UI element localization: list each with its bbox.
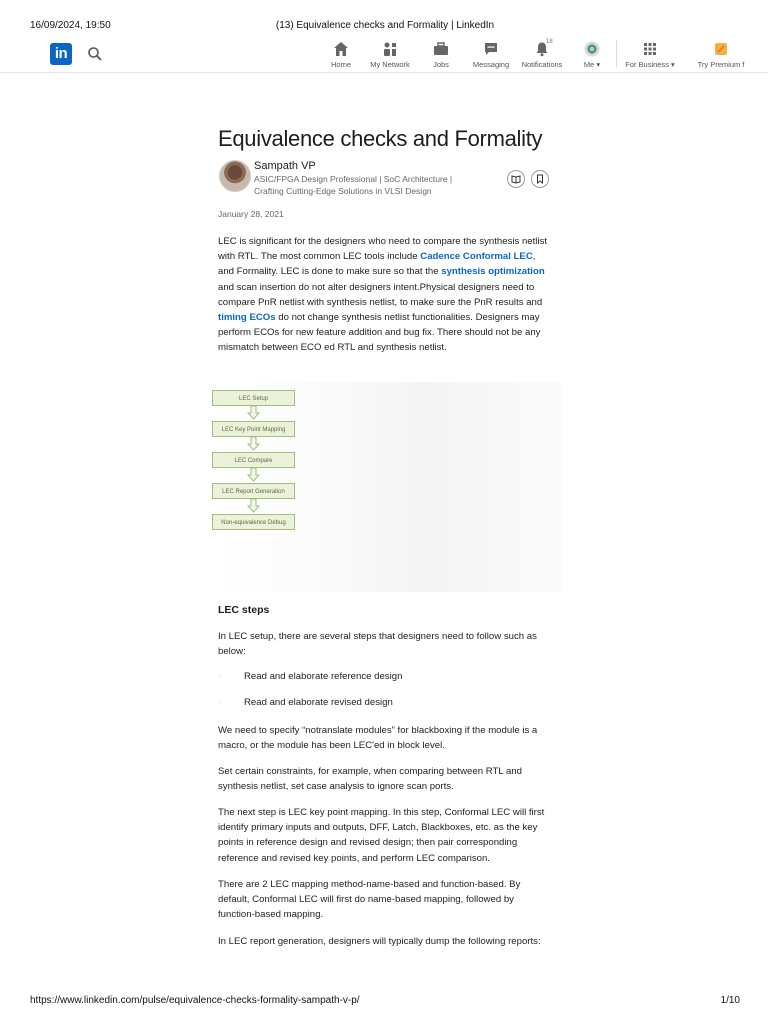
nav-me-label: Me ▾ — [583, 60, 601, 69]
list-item: · Read and elaborate revised design — [218, 697, 393, 708]
read-mode-button[interactable] — [507, 170, 525, 188]
nav-notifications[interactable] — [514, 41, 570, 69]
messaging-icon — [483, 41, 499, 57]
book-icon — [511, 174, 521, 184]
flow-step-report: LEC Report Generation — [212, 483, 295, 499]
intro-text-1: LEC is significant for the designers who need to compare the synthesis netlist with RTL. The most common LEC tools include — [218, 236, 548, 263]
avatar-icon — [584, 41, 600, 57]
intro-paragraph — [218, 234, 551, 356]
article-title: Equivalence checks and Formality — [218, 126, 543, 151]
down-arrow-icon — [247, 468, 260, 482]
nav-messaging-label: Messaging — [472, 60, 510, 69]
nav-messaging[interactable] — [463, 41, 519, 69]
nav-jobs-label: Jobs — [433, 60, 449, 69]
setup-paragraph: In LEC setup, there are several steps that designers need to follow such as below: — [218, 631, 537, 658]
key-point-mapping-paragraph: The next step is LEC key point mapping. In this step, Conformal LEC will first identify primary inputs and outputs, DFF, Latch, Blackboxes, etc. as the key points in reference design and revised design; then pair corresponding reference and revised key points, and perform LEC comparison. — [218, 807, 545, 864]
intro-text-3: and scan insertion do not alter designers intent.Physical designers need to compare PnR netlist with synthesis netlist, to make sure the PnR results and — [218, 281, 543, 308]
synthesis-optimization-link[interactable]: synthesis optimization — [441, 266, 545, 278]
flow-step-compare: LEC Compare — [212, 452, 295, 468]
nav-my-network-label: My Network — [370, 60, 410, 69]
nav-notifications-label: Notifications — [521, 60, 563, 69]
nav-for-business-label: For Business ▾ — [625, 60, 675, 69]
network-icon — [382, 41, 398, 57]
notranslate-paragraph: We need to specify “notranslate modules” for blackboxing if the module is a macro, or the module has been LEC'ed in block level. — [218, 725, 538, 752]
nav-divider — [616, 40, 617, 68]
down-arrow-icon — [247, 406, 260, 420]
linkedin-logo[interactable]: in — [50, 43, 72, 65]
report-generation-paragraph: In LEC report generation, designers will typically dump the following reports: — [218, 936, 541, 947]
author-name[interactable]: Sampath VP — [254, 160, 316, 172]
intro-text-2: , and Formality. LEC is done to make sure so that the — [218, 251, 536, 278]
nav-jobs[interactable] — [413, 41, 469, 69]
timing-ecos-link[interactable]: timing ECOs — [218, 312, 276, 324]
flow-step-debug: Non-equivalence Debug — [212, 514, 295, 530]
home-icon — [333, 41, 349, 57]
search-icon[interactable] — [87, 46, 103, 62]
nav-home[interactable] — [313, 41, 369, 69]
steps-heading: LEC steps — [218, 604, 270, 616]
publish-date: January 28, 2021 — [218, 209, 284, 219]
top-nav — [0, 38, 768, 73]
author-headline: ASIC/FPGA Design Professional | SoC Architecture | Crafting Cutting-Edge Solutions in VLSI Design — [254, 174, 453, 196]
flow-step-setup: LEC Setup — [212, 390, 295, 406]
down-arrow-icon — [247, 499, 260, 513]
constraints-paragraph: Set certain constraints, for example, when comparing between RTL and synthesis netlist, set case analysis to ignore scan ports. — [218, 766, 522, 793]
print-date: 16/09/2024, 19:50 — [30, 20, 111, 31]
cadence-conformal-link[interactable]: Cadence Conformal LEC — [420, 251, 533, 263]
grid-icon — [642, 41, 658, 57]
save-article-button[interactable] — [531, 170, 549, 188]
author-avatar[interactable] — [219, 160, 251, 192]
list-item: · Read and elaborate reference design — [218, 671, 403, 682]
intro-text-4: do not change synthesis netlist functionalities. Designers may perform ECOs for new feature addition and bug fix. There should not be any mismatch between ECO ed RTL and synthesis netlist. — [218, 312, 541, 354]
list-item-text: Read and elaborate revised design — [244, 697, 393, 708]
notification-badge: 18 — [546, 39, 553, 45]
bookmark-icon — [535, 174, 545, 184]
print-page-number: 1/10 — [720, 995, 740, 1006]
nav-me[interactable] — [564, 41, 620, 69]
nav-home-label: Home — [330, 60, 351, 69]
down-arrow-icon — [247, 437, 260, 451]
nav-try-premium-label: Try Premium f — [697, 60, 745, 69]
premium-icon — [713, 41, 729, 57]
nav-my-network[interactable] — [362, 41, 418, 69]
flow-step-mapping: LEC Key Point Mapping — [212, 421, 295, 437]
nav-try-premium[interactable] — [686, 41, 756, 69]
print-url: https://www.linkedin.com/pulse/equivalence-checks-formality-sampath-v-p/ — [30, 995, 360, 1006]
mapping-methods-paragraph: There are 2 LEC mapping method-name-based and function-based. By default, Conformal LEC will first do name-based mapping, followed by function-based mapping. — [218, 879, 521, 921]
print-page-title: (13) Equivalence checks and Formality | LinkedIn — [275, 20, 495, 31]
list-item-text: Read and elaborate reference design — [244, 671, 403, 682]
briefcase-icon — [433, 41, 449, 57]
nav-for-business[interactable] — [622, 41, 678, 69]
